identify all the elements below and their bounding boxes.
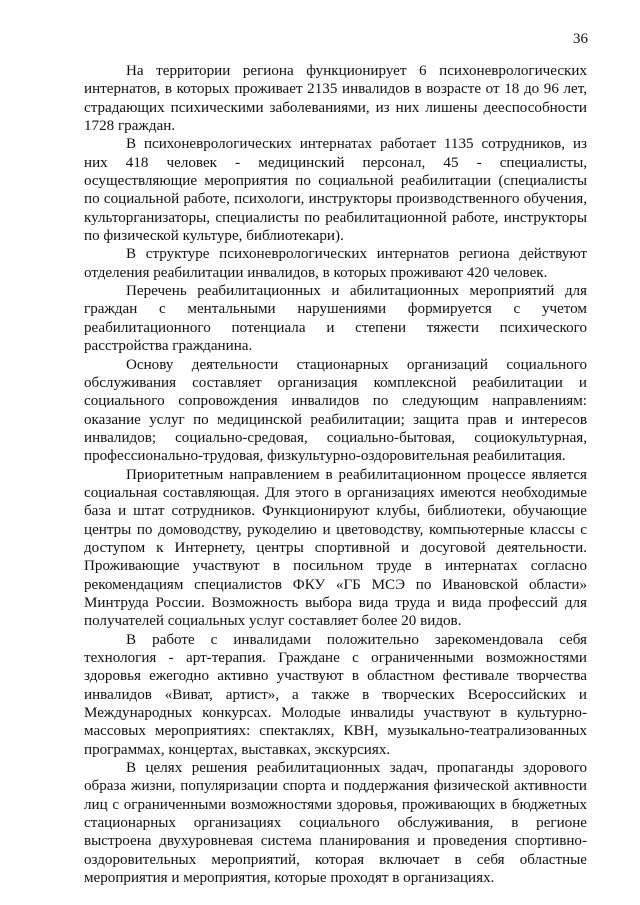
paragraph-psychoneurological-facilities: На территории региона функционирует 6 психоневрологических интернатов, в которых проживает 2135 инвалидов в возрасте от 18 до 96 лет, страдающих психическими заболеваниями, из них лишены дееспособности 1728 граждан. bbox=[84, 63, 587, 135]
paragraph-sports-activities: В целях решения реабилитационных задач, пропаганды здорового образа жизни, популяризации спорта и поддержания физической активности лиц с ограниченными возможностями здоровья, проживающих в бюджетных стационарных организациях социального обслуживания, в регионе выстроена двухуровневая система планирования и проведения спортивно-оздоровительных мероприятий, которая включает в себя областные мероприятия и мероприятия, которые проходят в организациях. bbox=[84, 760, 587, 887]
document-body bbox=[84, 62, 587, 887]
paragraph-art-therapy: В работе с инвалидами положительно зарекомендовала себя технология - арт-терапия. Граждане с ограниченными возможностями здоровья ежегодно активно участвуют в областном фестивале творчества инвалидов «Виват, артист», а также в творческих Всероссийских и Международных конкурсах. Молодые инвалиды участвуют в культурно-массовых мероприятиях: спектаклях, КВН, музыкально-театрализованных программах, концертах, выставках, экскурсиях. bbox=[84, 631, 587, 758]
page-number: 36 bbox=[573, 31, 588, 47]
paragraph-staff: В психоневрологических интернатах работает 1135 сотрудников, из них 418 человек - медицинский персонал, 45 - специалисты, осуществляющие мероприятия по социальной реабилитации (специалисты по социальной работе, психологи, инструкторы производственного обучения, культорганизаторы, специалисты по реабилитационной работе, инструкторы по физической культуре, библиотекари). bbox=[84, 136, 587, 245]
paragraph-rehabilitation-directions: Основу деятельности стационарных организаций социального обслуживания составляет организация комплексной реабилитации и социального сопровождения инвалидов по следующим направлениям: оказание услуг по медицинской реабилитации; защита прав и интересов инвалидов; социально-средовая, социально-бытовая, социокультурная, профессионально-трудовая, физкультурно-оздоровительная реабилитация. bbox=[84, 356, 587, 465]
paragraph-rehabilitation-measures: Перечень реабилитационных и абилитационных мероприятий для граждан с ментальными нарушениями формируется с учетом реабилитационного потенциала и степени тяжести психического расстройства гражданина. bbox=[84, 283, 587, 355]
paragraph-social-component: Приоритетным направлением в реабилитационном процессе является социальная составляющая. Для этого в организациях имеются необходимые база и штат сотрудников. Функционируют клубы, библиотеки, обучающие центры по домоводству, рукоделию и цветоводству, компьютерные классы с доступом к Интернету, центры спортивной и досуговой деятельности. Проживающие участвуют в посильном труде в интернатах согласно рекомендациям специалистов ФКУ «ГБ МСЭ по Ивановской области» Минтруда России. Возможность выбора вида труда и вида профессий для получателей социальных услуг составляет более 20 видов. bbox=[84, 466, 587, 630]
paragraph-rehabilitation-departments: В структуре психоневрологических интернатов региона действуют отделения реабилитации инвалидов, в которых проживают 420 человек. bbox=[84, 246, 587, 281]
